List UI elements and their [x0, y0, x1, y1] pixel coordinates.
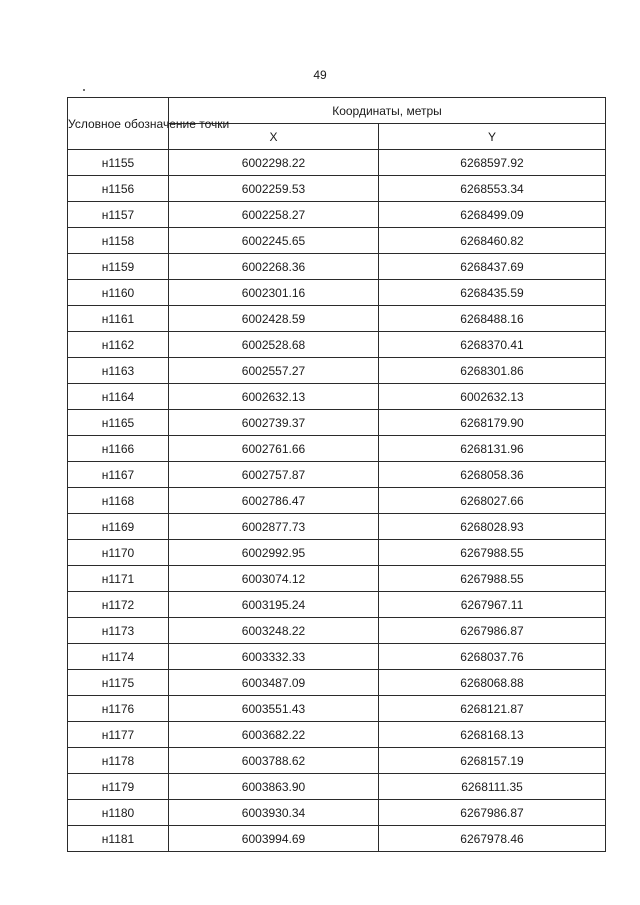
y-coordinate-cell: 6268111.35	[379, 774, 606, 800]
y-coordinate-cell: 6268037.76	[379, 644, 606, 670]
table-row	[68, 462, 606, 488]
y-coordinate-cell: 6268370.41	[379, 332, 606, 358]
x-coordinate-cell: 6002268.36	[169, 254, 379, 280]
point-id-cell: н1156	[68, 176, 169, 202]
table-row	[68, 618, 606, 644]
x-coordinate-cell: 6003788.62	[169, 748, 379, 774]
x-coordinate-cell: 6002245.65	[169, 228, 379, 254]
table-body	[68, 150, 606, 852]
point-id-cell: н1157	[68, 202, 169, 228]
x-coordinate-cell: 6003248.22	[169, 618, 379, 644]
table-row	[68, 722, 606, 748]
table-header	[68, 98, 606, 150]
point-id-cell: н1172	[68, 592, 169, 618]
y-coordinate-cell: 6268121.87	[379, 696, 606, 722]
coordinates-header: Координаты, метры	[169, 98, 606, 124]
x-column-header: X	[169, 124, 379, 150]
table-row	[68, 436, 606, 462]
table-row	[68, 228, 606, 254]
table-row	[68, 748, 606, 774]
x-coordinate-cell: 6003195.24	[169, 592, 379, 618]
x-coordinate-cell: 6003332.33	[169, 644, 379, 670]
table-row	[68, 176, 606, 202]
y-coordinate-cell: 6268597.92	[379, 150, 606, 176]
point-id-cell: н1173	[68, 618, 169, 644]
y-coordinate-cell: 6267978.46	[379, 826, 606, 852]
point-id-cell: н1179	[68, 774, 169, 800]
point-id-cell: н1161	[68, 306, 169, 332]
x-coordinate-cell: 6003682.22	[169, 722, 379, 748]
y-coordinate-cell: 6268499.09	[379, 202, 606, 228]
x-coordinate-cell: 6002761.66	[169, 436, 379, 462]
x-coordinate-cell: 6002528.68	[169, 332, 379, 358]
y-coordinate-cell: 6268058.36	[379, 462, 606, 488]
point-id-cell: н1166	[68, 436, 169, 462]
x-coordinate-cell: 6002786.47	[169, 488, 379, 514]
y-coordinate-cell: 6268068.88	[379, 670, 606, 696]
y-coordinate-cell: 6268168.13	[379, 722, 606, 748]
y-coordinate-cell: 6268488.16	[379, 306, 606, 332]
point-id-cell: н1175	[68, 670, 169, 696]
point-id-cell: н1181	[68, 826, 169, 852]
point-id-cell: н1165	[68, 410, 169, 436]
table-row	[68, 410, 606, 436]
y-coordinate-cell: 6268460.82	[379, 228, 606, 254]
point-id-cell: н1168	[68, 488, 169, 514]
table-row	[68, 644, 606, 670]
y-coordinate-cell: 6268028.93	[379, 514, 606, 540]
point-id-cell: н1163	[68, 358, 169, 384]
point-id-cell: н1170	[68, 540, 169, 566]
table-row	[68, 774, 606, 800]
y-coordinate-cell: 6267988.55	[379, 566, 606, 592]
point-id-cell: н1162	[68, 332, 169, 358]
table-row	[68, 540, 606, 566]
point-id-cell: н1167	[68, 462, 169, 488]
x-coordinate-cell: 6002877.73	[169, 514, 379, 540]
y-coordinate-cell: 6267986.87	[379, 800, 606, 826]
point-id-cell: н1176	[68, 696, 169, 722]
table-row	[68, 358, 606, 384]
y-column-header: Y	[379, 124, 606, 150]
x-coordinate-cell: 6002428.59	[169, 306, 379, 332]
point-id-cell: н1155	[68, 150, 169, 176]
table-row	[68, 384, 606, 410]
table-row	[68, 306, 606, 332]
table-row	[68, 488, 606, 514]
x-coordinate-cell: 6002301.16	[169, 280, 379, 306]
y-coordinate-cell: 6267967.11	[379, 592, 606, 618]
table-row	[68, 280, 606, 306]
table-row	[68, 566, 606, 592]
table-row	[68, 696, 606, 722]
y-coordinate-cell: 6268179.90	[379, 410, 606, 436]
x-coordinate-cell: 6002739.37	[169, 410, 379, 436]
table-row	[68, 332, 606, 358]
coordinates-table	[67, 97, 606, 852]
scan-speck	[83, 89, 85, 91]
y-coordinate-cell: 6268437.69	[379, 254, 606, 280]
y-coordinate-cell: 6268157.19	[379, 748, 606, 774]
x-coordinate-cell: 6002757.87	[169, 462, 379, 488]
point-id-cell: н1180	[68, 800, 169, 826]
table-row	[68, 514, 606, 540]
y-coordinate-cell: 6267986.87	[379, 618, 606, 644]
y-coordinate-cell: 6268027.66	[379, 488, 606, 514]
y-coordinate-cell: 6268553.34	[379, 176, 606, 202]
point-id-cell: н1174	[68, 644, 169, 670]
x-coordinate-cell: 6002298.22	[169, 150, 379, 176]
x-coordinate-cell: 6002557.27	[169, 358, 379, 384]
x-coordinate-cell: 6003863.90	[169, 774, 379, 800]
x-coordinate-cell: 6003487.09	[169, 670, 379, 696]
x-coordinate-cell: 6003074.12	[169, 566, 379, 592]
page-number: 49	[313, 68, 327, 82]
point-id-cell: н1164	[68, 384, 169, 410]
point-id-cell: н1177	[68, 722, 169, 748]
point-id-cell: н1178	[68, 748, 169, 774]
x-coordinate-cell: 6003551.43	[169, 696, 379, 722]
point-id-cell: н1159	[68, 254, 169, 280]
table-row	[68, 202, 606, 228]
point-id-cell: н1171	[68, 566, 169, 592]
table-row	[68, 150, 606, 176]
x-coordinate-cell: 6002632.13	[169, 384, 379, 410]
table-row	[68, 670, 606, 696]
x-coordinate-cell: 6002258.27	[169, 202, 379, 228]
table-row	[68, 826, 606, 852]
point-id-header: Условное обозначение точки	[68, 98, 169, 150]
table-row	[68, 800, 606, 826]
point-id-cell: н1160	[68, 280, 169, 306]
point-id-cell: н1158	[68, 228, 169, 254]
x-coordinate-cell: 6003994.69	[169, 826, 379, 852]
y-coordinate-cell: 6002632.13	[379, 384, 606, 410]
point-id-cell: н1169	[68, 514, 169, 540]
y-coordinate-cell: 6268435.59	[379, 280, 606, 306]
y-coordinate-cell: 6268301.86	[379, 358, 606, 384]
x-coordinate-cell: 6002992.95	[169, 540, 379, 566]
x-coordinate-cell: 6002259.53	[169, 176, 379, 202]
table-row	[68, 592, 606, 618]
x-coordinate-cell: 6003930.34	[169, 800, 379, 826]
y-coordinate-cell: 6267988.55	[379, 540, 606, 566]
y-coordinate-cell: 6268131.96	[379, 436, 606, 462]
table-row	[68, 254, 606, 280]
